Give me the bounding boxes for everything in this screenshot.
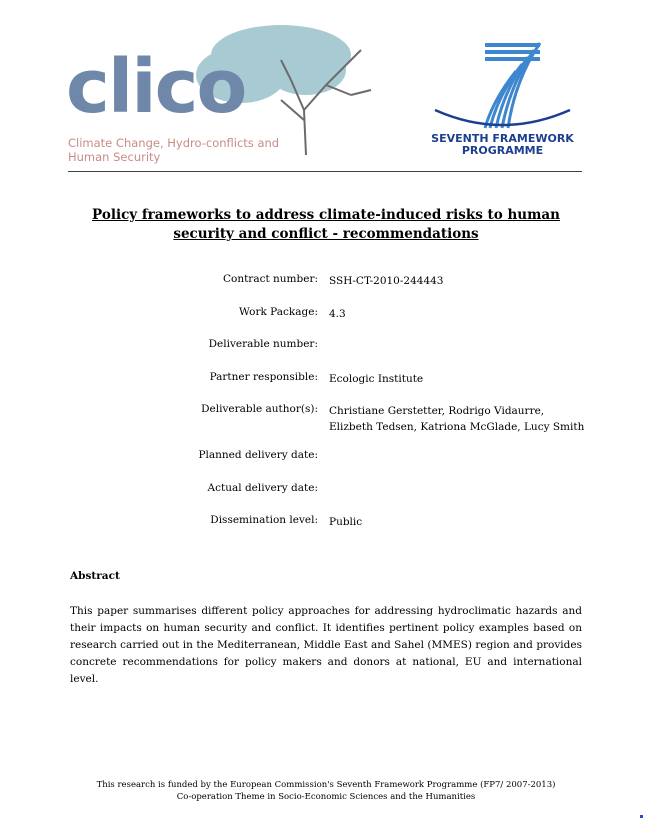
footer-line2: Co-operation Theme in Socio-Economic Sciences and the Humanities	[176, 792, 476, 802]
field-label: Deliverable author(s):	[201, 403, 318, 415]
authors-line1: Christiane Gerstetter, Rodrigo Vidaurre,	[329, 405, 545, 417]
fp7-logo	[430, 40, 575, 165]
fp7-seven-icon	[430, 40, 575, 132]
clico-logo	[66, 20, 316, 165]
field-value	[329, 403, 589, 435]
page-marker	[640, 815, 643, 818]
field-value: 4.3	[329, 308, 346, 320]
field-label: Deliverable number:	[208, 338, 318, 350]
fp7-label-line1: SEVENTH FRAMEWORK	[431, 132, 574, 145]
clico-subtitle	[68, 136, 298, 164]
fp7-label	[430, 133, 575, 157]
clico-wordmark: clico	[66, 44, 246, 130]
header-divider	[68, 171, 582, 172]
clico-subtitle-line1: Climate Change, Hydro-conflicts and	[68, 136, 280, 150]
field-label: Dissemination level:	[210, 514, 318, 526]
title-line1: Policy frameworks to address climate-induced risks to human	[92, 207, 560, 223]
field-label: Partner responsible:	[209, 371, 318, 383]
document-title	[70, 206, 582, 244]
abstract-text: This paper summarises different policy approaches for addressing hydroclimatic hazards and their impacts on human security and conflict. It identifies pertinent policy examples based on research carried out in the Mediterranean, Middle East and Sahel (MMES) region and provides concrete recommendations for policy makers and donors at national, EU and international level.	[70, 605, 582, 685]
footer-line1: This research is funded by the European Commission's Seventh Framework Programme (FP7/ 2007-2013)	[96, 780, 556, 790]
field-label: Work Package:	[239, 306, 318, 318]
field-value: Ecologic Institute	[329, 373, 424, 385]
fp7-label-line2: PROGRAMME	[461, 144, 544, 157]
field-label: Planned delivery date:	[198, 449, 318, 461]
field-label: Actual delivery date:	[207, 482, 318, 494]
title-line2: security and conflict - recommendations	[173, 226, 479, 242]
funding-footer	[70, 779, 582, 803]
field-value: Public	[329, 516, 363, 528]
authors-line2: Elizbeth Tedsen, Katriona McGlade, Lucy Smith	[329, 421, 585, 433]
field-label: Contract number:	[222, 273, 318, 285]
clico-subtitle-line2: Human Security	[68, 150, 161, 164]
abstract-heading: Abstract	[70, 570, 120, 582]
field-value: SSH-CT-2010-244443	[329, 275, 444, 287]
